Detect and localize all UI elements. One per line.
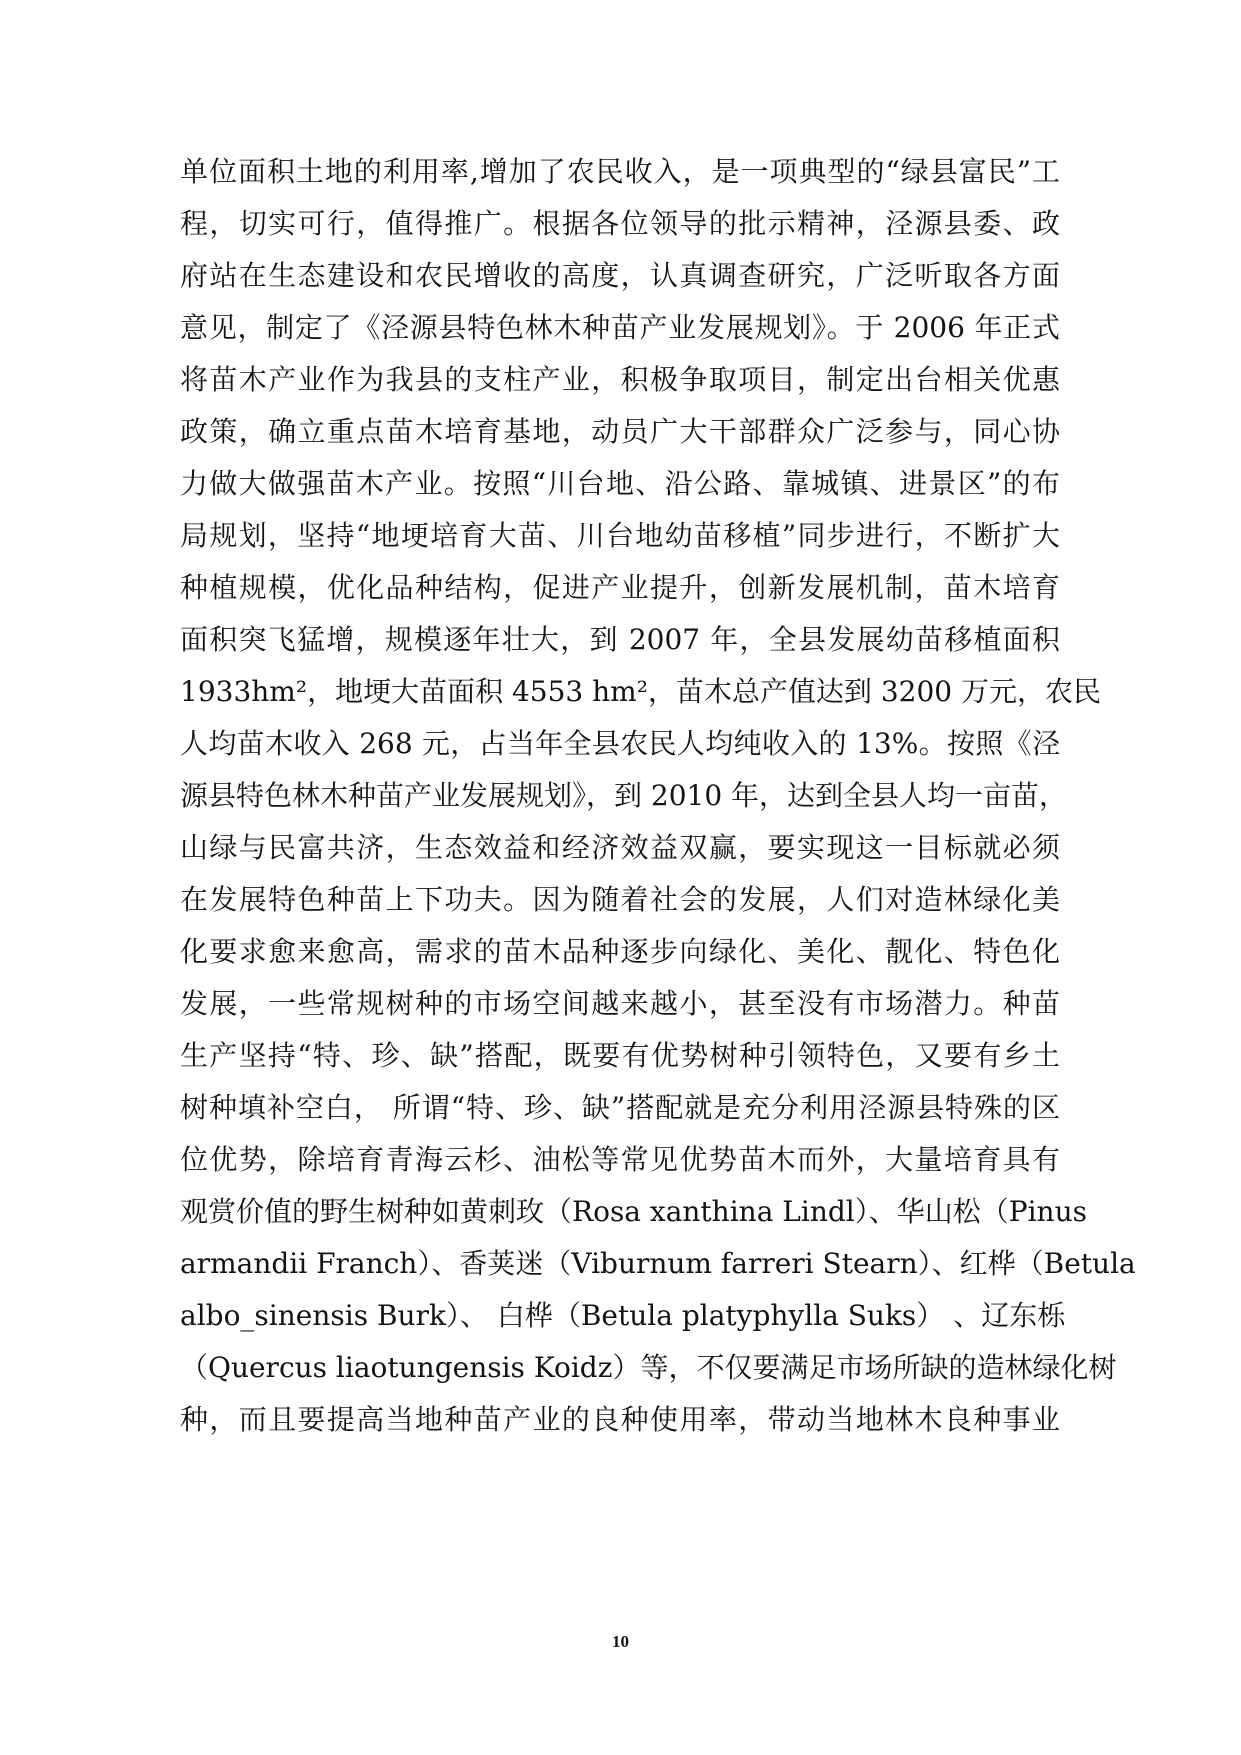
page-number: 10 — [612, 1632, 629, 1651]
text-line: 局规划，坚持“地埂培育大苗、川台地幼苗移植”同步进行，不断扩大 — [180, 519, 1060, 552]
text-line: 生产坚持“特、珍、缺”搭配，既要有优势树种引领特色，又要有乡土 — [180, 1039, 1060, 1072]
text-line: 在发展特色种苗上下功夫。因为随着社会的发展，人们对造林绿化美 — [180, 883, 1060, 916]
text-line: 位优势，除培育青海云杉、油松等常见优势苗木而外，大量培育具有 — [180, 1143, 1060, 1176]
text-line: 政策，确立重点苗木培育基地，动员广大干部群众广泛参与，同心协 — [180, 415, 1060, 448]
text-line: 种植规模，优化品种结构，促进产业提升，创新发展机制，苗木培育 — [180, 571, 1060, 604]
text-line: 人均苗木收入 268 元，占当年全县农民人均纯收入的 13%。按照《泾 — [180, 727, 1060, 760]
text-line: 发展，一些常规树种的市场空间越来越小，甚至没有市场潜力。种苗 — [180, 987, 1060, 1020]
text-line: 观赏价值的野生树种如黄刺玫（Rosa xanthina Lindl）、华山松（Pinus — [180, 1195, 1087, 1228]
text-line: 府站在生态建设和农民增收的高度，认真调查研究，广泛听取各方面 — [180, 259, 1060, 292]
text-line: 山绿与民富共济，生态效益和经济效益双赢，要实现这一目标就必须 — [180, 831, 1060, 864]
text-line: 源县特色林木种苗产业发展规划》，到 2010 年，达到全县人均一亩苗， — [180, 779, 1068, 812]
text-line: 程，切实可行，值得推广。根据各位领导的批示精神，泾源县委、政 — [180, 207, 1060, 240]
text-line: 将苗木产业作为我县的支柱产业，积极争取项目，制定出台相关优惠 — [180, 363, 1060, 396]
text-line: （Quercus liaotungensis Koidz）等，不仅要满足市场所缺的造林绿化树 — [180, 1351, 1117, 1384]
text-line: 1933hm²，地埂大苗面积 4553 hm²，苗木总产值达到 3200 万元，农民 — [180, 675, 1101, 708]
text-line: 种，而且要提高当地种苗产业的良种使用率，带动当地林木良种事业 — [180, 1403, 1060, 1436]
text-line: 树种填补空白， 所谓“特、珍、缺”搭配就是充分利用泾源县特殊的区 — [180, 1091, 1060, 1124]
text-line: 面积突飞猛增，规模逐年壮大，到 2007 年，全县发展幼苗移植面积 — [180, 623, 1060, 656]
text-line: 单位面积土地的利用率,增加了农民收入，是一项典型的“绿县富民”工 — [180, 155, 1060, 188]
text-line: 化要求愈来愈高，需求的苗木品种逐步向绿化、美化、靓化、特色化 — [180, 935, 1060, 968]
text-line: 意见，制定了《泾源县特色林木种苗产业发展规划》。于 2006 年正式 — [180, 311, 1060, 344]
text-line: 力做大做强苗木产业。按照“川台地、沿公路、靠城镇、进景区”的布 — [180, 467, 1060, 500]
text-line: albo_sinensis Burk）、 白桦（Betula platyphylla Suks） 、辽东栎 — [180, 1299, 1066, 1332]
text-line: armandii Franch）、香荚迷（Viburnum farreri Stearn）、红桦（Betula — [180, 1247, 1136, 1280]
